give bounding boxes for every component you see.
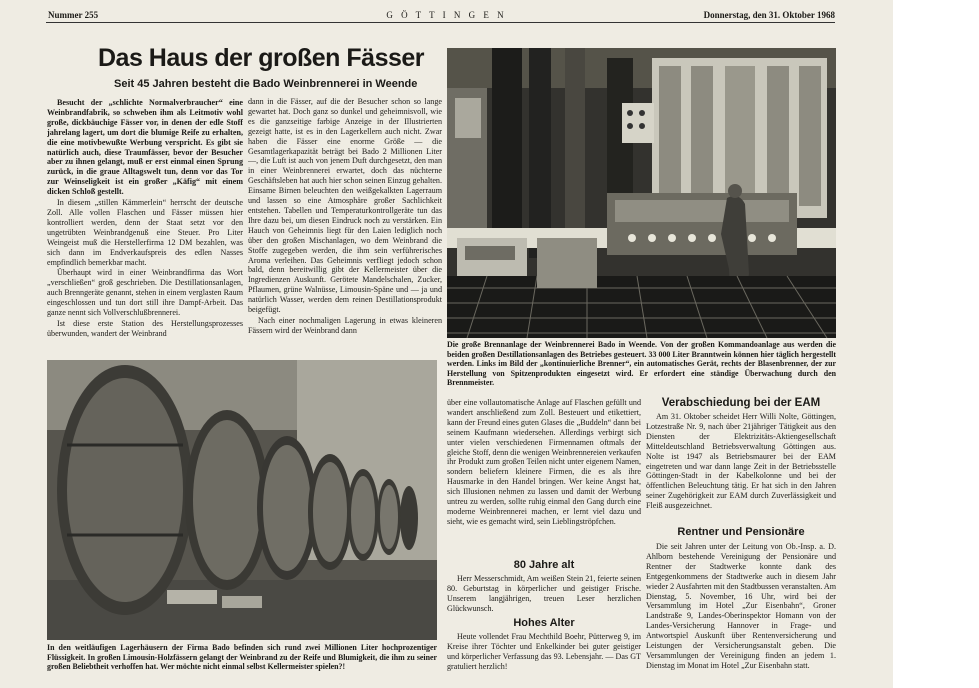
issue-number: Nummer 255 bbox=[48, 10, 99, 20]
short-text-80-jahre bbox=[447, 574, 641, 615]
article-column-3 bbox=[447, 398, 641, 556]
short-text-hohes-alter bbox=[447, 632, 641, 673]
article-paragraph: In diesem „stillen Kämmerlein“ herrscht der deutsche Zoll. Alle vollen Flaschen und Fässer müssen hier kontrolliert werden, denn der Staat setzt vor den ungetrübten Weinbrandgenuß eine Steuer. Pro Liter Weingeist muß die Herstellerfirma 12 DM bezahlen, was sich dann im Endverkaufspreis des edlen Nasses empfindlich bemerkbar macht. bbox=[47, 198, 243, 267]
short-heading-hohes-alter: Hohes Alter bbox=[513, 617, 575, 629]
distillery-photo bbox=[447, 48, 836, 338]
photo-caption-cellar: In den weitläufigen Lagerhäusern der Firma Bado befinden sich rund zwei Millionen Liter hochprozentiger Flüssigkeit. In großen Limousin-Holzfässern gelangt der Weinbrand zu der Reife und Blumigkeit, die ihm zu seiner großen Beliebtheit verhoffen hat. Wer möchte nicht einmal selbst Kellermeister spielen?! bbox=[47, 643, 437, 672]
article-subtitle: Seit 45 Jahren besteht die Bado Weinbrennerei in Weende bbox=[114, 78, 418, 90]
rentner-paragraph: Die seit Jahren unter der Leitung von Ob.-Insp. a. D. Ahlborn bestehende Vereinigung der Pensionäre und Rentner der Stadtwerke konnte dank des Entgegenkommens der Stadtwerke auch in diesem Jahr wieder 2 Ausfahrten mit den Stadtbussen veranstalten. Am Dienstag, 5. November, 16 Uhr, wird bei der Versammlung im Hotel „Zur Eisenbahn“, Groner Landstraße 9, Landes-Oberinspektor Homann von der Landes-Versicherung Hannover in Frage- und Antwortspiel Auskunft über Rentenversicherung und Leistungen der Versicherungsanstalt geben. Die Versammlungen der Vereinigung finden an jedem 1. Dienstag im Monat im Hotel „Zur Eisenbahn statt. bbox=[646, 542, 836, 670]
eam-paragraph: Am 31. Oktober scheidet Herr Willi Nolte, Göttingen, Lotzestraße Nr. 9, nach über 21jähriger Tätigkeit aus den Diensten der Elektrizitäts-Aktiengesellschaft Mitteldeutschland Betriebsverwaltung Göttingen aus. Nolte ist 1947 als Betriebsmaurer bei der EAM eingetreten und war dann lange Zeit in der Betriebsstelle Göttingen-Stadt in der Kabelkolonne und bei der öffentlichen Beleuchtung tätig. Er hat sich in den Jahren seiner Zugehörigkeit zur EAM durch Zuverlässigkeit und Fleiß ausgezeichnet. bbox=[646, 412, 836, 511]
issue-date: Donnerstag, den 31. Oktober 1968 bbox=[703, 10, 835, 20]
barrel-cellar-photo bbox=[47, 360, 437, 640]
article-paragraph: dann in die Fässer, auf die der Besucher schon so lange gewartet hat. Doch ganz so dunkel und geheimnisvoll, wie es die ganzseitige farbige Anzeige in der Illustrierten gezeigt hatte, ist es in den Lagerkellern auch nicht. Zwar haben die Fässer eine enorme Größe — die Gesamtlagerkapazität beträgt bei Bado 2 Millionen Liter —, die Luft ist auch von jenem Duft durchgesetzt, den man in einer Weinbrennerei erwartet, doch das nüchterne Geschäftsleben hat auch hier schon seinen Einzug gehalten. Einsame Birnen beleuchten den weißgekalkten Lagerraum und lassen so eine Atmosphäre großer Sachlichkeit entstehen. Tabellen und Temperaturkontrollgeräte tun das Ihre dazu bei, um diesen Eindruck noch zu verstärken. Ein Hauch von Geheimnis liegt für den Laien lediglich noch über den großen Mischanlagen, wo dem Weinbrand die Stoffe zugegeben werden, die ihm sein verführerisches Aroma verleihen. Das Geheimnis verfliegt jedoch schon bald, denn bereitwillig gibt der Kellermeister über die Ingredienzen Auskunft. Gerötete Mandelschalen, Zucker, Pflaumen, grüne Walnüsse, Limousin-Späne und — ja und natürlich Wasser, werden dem reinen Destillationsprodukt beigefügt. bbox=[248, 97, 442, 315]
article-column-2 bbox=[248, 97, 442, 359]
article-paragraph: Ist diese erste Station des Herstellungsprozesses überwunden, wandert der Weinbrand bbox=[47, 318, 243, 338]
article-column-1 bbox=[47, 98, 243, 355]
header-rule bbox=[46, 22, 835, 23]
masthead-city: G Ö T T I N G E N bbox=[386, 10, 507, 20]
rentner-heading: Rentner und Pensionäre bbox=[677, 526, 805, 538]
article-paragraph: Nach einer nochmaligen Lagerung in etwas kleineren Fässern wird der Weinbrand dann bbox=[248, 315, 442, 335]
eam-heading: Verabschiedung bei der EAM bbox=[661, 397, 821, 409]
rentner-text bbox=[646, 542, 836, 682]
short-paragraph: Herr Messerschmidt, Am weißen Stein 21, feierte seinen 80. Geburtstag in körperlicher und geistiger Frische. Unserem langjährigen, treuen Leser herzlichen Glückwunsch. bbox=[447, 574, 641, 613]
article-paragraph: über eine vollautomatische Anlage auf Flaschen gefüllt und wandert anschließend zum Zoll. Besteuert und etikettiert, kann der Freund eines guten Glases die „Buddeln“ dann bei seinem Kaufmann wiedersehen. Allerdings verbirgt sich unter vielen verschiedenen Firmennamen oftmals der gleiche Stoff, denn die wenigen Weinbrennereien verkaufen ihr Produkt zum großen Teilen nicht unter eigenem Namen, sondern beliefern kleinere Firmen, die es als ihre Hausmarke in den Handel bringen. Wer keine Angst hat, sich Illusionen nehmen zu lassen und damit der Werbung untreu zu werden, sollte ruhig einmal den Gang durch eine moderne Weinbrennerei machen, er lernt viel dazu und sieht, wie es gemacht wird, sein Lieblingströpfchen. bbox=[447, 398, 641, 526]
article-lead: Besucht der „schlichte Normalverbraucher“ eine Weinbrandfabrik, so schweben ihm als Leitmotiv wohl große, dickbäuchige Fässer vor, in denen der edle Stoff jahrelang lagert, um dort die blumige Reife zu erhalten, die eine motivbewußte Werbung verspricht. Es gibt sie natürlich auch, diese Traumfässer, bevor der Besucher aber zu ihnen gelangt, muß er erst einmal einen Sprung zurück, in die graue Alltagswelt tun, denn vor das Tor zur Weinseligkeit ist ein großer „Käfig“ mit einem dicken Schloß gestellt. bbox=[47, 98, 243, 197]
photo-caption-distillery: Die große Brennanlage der Weinbrennerei Bado in Weende. Von der großen Kommandoanlage aus werden die beiden großen Destillationsanlagen des Betriebes gesteuert. 33 000 Liter Branntwein können hier täglich hergestellt werden. Links im Bild der „kontinuierliche Brenner“, ein automatisches Gerät, rechts der Blasenbrenner, der zur Herstellung von Spitzenprodukten eingesetzt wird. Er erfordert eine ständige Überwachung durch den Brennmeister. bbox=[447, 340, 836, 388]
short-paragraph: Heute vollendet Frau Mechthild Boehr, Pütterweg 9, im Kreise ihrer Töchter und Enkelkinder bei guter geistiger und körperlicher Verfassung das 93. Lebensjahr. — Das GT gratuliert herzlich! bbox=[447, 632, 641, 671]
short-heading-80-jahre: 80 Jahre alt bbox=[513, 559, 575, 571]
article-title: Das Haus der großen Fässer bbox=[98, 44, 425, 72]
article-paragraph: Überhaupt wird in einer Weinbrandfirma das Wort „verschließen“ groß geschrieben. Die Destillationsanlagen, auch Brenngeräte genannt, stehen in einem verglasten Raum eingeschlossen und tun dort still ihre Dampf-Arbeit. Das ganze nennt sich Vollverschlußbrennerei. bbox=[47, 268, 243, 318]
eam-text bbox=[646, 412, 836, 512]
